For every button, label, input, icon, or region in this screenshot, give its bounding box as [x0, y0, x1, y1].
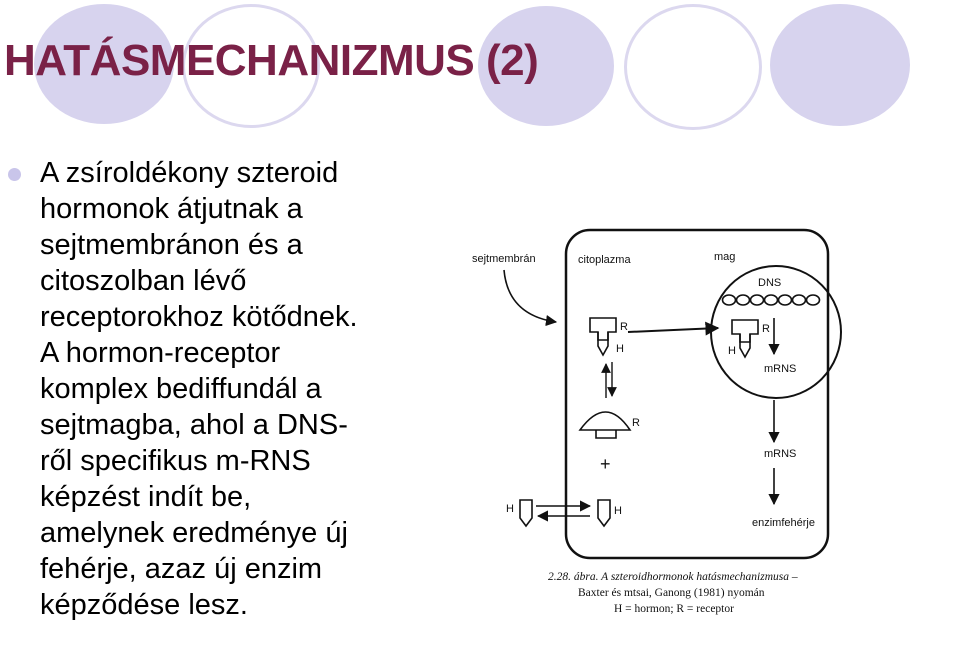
caption-line-1: 2.28. ábra. A szteroidhormonok hatásmechanizmusa – [548, 571, 798, 583]
receptor-label-3: R [632, 417, 640, 429]
cytoplasm-label: citoplazma [578, 254, 631, 266]
hormone-label-1: H [616, 343, 624, 355]
hormone-inside-label: H [614, 505, 622, 517]
bullet-text: A zsíroldékony szteroid hormonok átjutnak a sejtmembránon és a citoszolban lévő receptorokhoz kötődnek. A hormon-receptor komplex bediffundál a sejtmagba, ahol a DNS- ről specifikus m-RNS képzést indít be, amelynek eredménye új fehérje, azaz új enzim képződése lesz. [40, 157, 358, 621]
complex-to-nucleus-arrow [628, 328, 718, 332]
free-receptor [580, 412, 630, 438]
slide-title: HATÁSMECHANIZMUS (2) [4, 36, 539, 85]
hormone-outside-label: H [506, 503, 514, 515]
receptor-label-2: R [762, 323, 770, 335]
steroid-mechanism-figure [468, 150, 960, 656]
membrane-label: sejtmembrán [472, 253, 536, 265]
cell-membrane [566, 230, 828, 558]
hormone-label-2: H [728, 345, 736, 357]
decor-circle-3 [770, 4, 910, 126]
hormone-outside [520, 500, 532, 526]
plus-sign: + [600, 454, 611, 474]
hormone-inside [598, 500, 610, 526]
mrna-nucleus-label: mRNS [764, 363, 797, 375]
mrna-cytoplasm-label: mRNS [764, 448, 797, 460]
nucleus-label: mag [714, 251, 736, 263]
caption-line-3: H = hormon; R = receptor [614, 603, 734, 615]
bullet-icon [8, 168, 21, 181]
figure-svg [468, 150, 960, 656]
receptor-label-1: R [620, 321, 628, 333]
receptor-hormone-complex-cytoplasm [590, 318, 616, 355]
enzyme-label: enzimfehérje [752, 517, 815, 529]
dna-chain [723, 295, 820, 305]
caption-line-2: Baxter és mtsai, Ganong (1981) nyomán [578, 587, 765, 599]
membrane-arrow [504, 270, 556, 322]
dna-label: DNS [758, 277, 782, 289]
decor-ring-2 [624, 4, 762, 130]
